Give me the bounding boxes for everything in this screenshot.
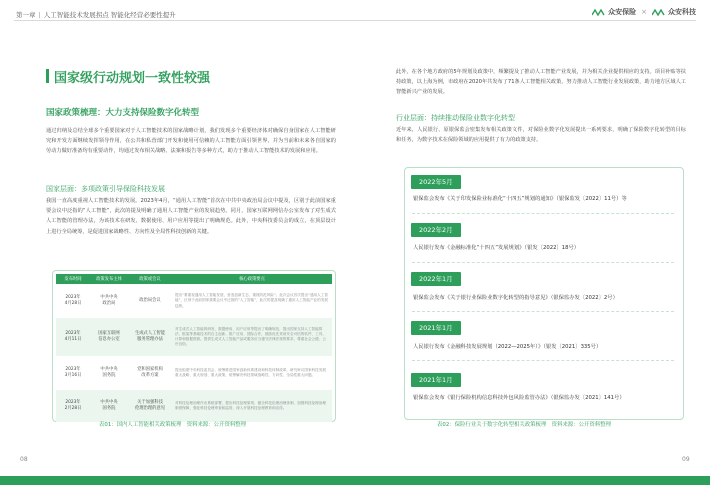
table-cell-date: 2023年 3月16日 (64, 367, 82, 378)
brand-logos (592, 7, 696, 17)
table-header-points: 核心政策要点 (172, 274, 332, 284)
table-header-date: 发布时间 (56, 274, 90, 284)
table-header-issuer: 政策发布主体 (90, 274, 128, 284)
table-cell-issuer: 中共中央 国务院 (90, 390, 128, 422)
intro-paragraph: 通过归纳及总结全球多个重要国家对于人工智能技术的国家战略计划，我们发现多个重要经济体对确保自身国家在人工智能研究和开发方面继续发挥领导作用，在公共和私营部门开发和使用可信赖的人工智能方面引领世界，并为当前和未来各自国家的劳动力做好准备均有重要动作，均通过发布相关战略、法案和报告等多种方式，助力于推动人工智能技术的发展和应用。 (46, 128, 336, 155)
table-cell-points: 对科技伦理治理作出系统部署，提出科技伦理原则，健全科技伦理治理体制，加强科技伦理治理制度保障，强化科技伦理审查和监管，深入开展科技伦理教育和宣传。 (172, 390, 332, 422)
page-title: 国家级行动规划一致性较强 (54, 71, 211, 86)
timeline-divider (412, 311, 674, 312)
footer-accent-bar (0, 476, 710, 485)
zhongan-tech-logo-icon (652, 9, 665, 16)
header-rule (14, 20, 696, 21)
table-cell-points: 提出组建中央科技委员会，统筹推进国家创新体系建设和科技体制改革，研究审议国家科技发展重大战略、重大规划、重大政策，统筹解决科技领域战略性、方向性、全局性重大问题。 (175, 367, 326, 377)
timeline-divider (412, 213, 674, 214)
table-cell-issuer: 国家互联网 信息办公室 (90, 318, 128, 356)
chapter-section: 人工智能技术发展拐点 智能化经营必要性提升 (43, 11, 176, 19)
table-cell-policy: 政治局会议 (139, 298, 161, 303)
header-separator: | (38, 11, 41, 19)
table-row (56, 284, 332, 318)
table-cell-date: 2023年 2月28日 (56, 390, 90, 422)
title-accent-bar (46, 69, 49, 83)
table-cell-policy: 关于加强科技 伦理治理的意见 (128, 390, 172, 422)
brand-left-name: 众安保险 (608, 8, 637, 16)
section-title: 国家政策梳理：大力支持保险数字化转型 (46, 108, 200, 118)
timeline-item-text: 人民银行发布《金融标准化“十四五”发展规划》（银发〔2022〕18号） (413, 245, 580, 251)
timeline-date-badge: 2021年1月 (411, 321, 461, 335)
timeline-date-badge: 2022年5月 (411, 175, 461, 189)
running-header (16, 10, 176, 19)
timeline-item-text: 银保监会发布《银行保险机构信息科技外包风险监管办法》（银保监办发〔2021〕141号） (413, 395, 625, 401)
timeline-date-badge: 2022年2月 (411, 223, 461, 237)
table-cell-points: 提出“要重视通用人工智能发展，营造创新生态，重视防范风险”。此次会议首次提出“通用人工智能”，区别于此前国家重要会议中泛指的“人工智能”，此次的提及明确了通用人工智能产业的发展趋势。 (175, 293, 328, 308)
timeline-divider (412, 262, 674, 263)
table-header-policy: 政策或会议 (128, 274, 172, 284)
chapter-label: 第一章 (16, 11, 36, 19)
table-cell-issuer: 中共中央 政治局 (100, 295, 118, 306)
page-number-right: 09 (682, 456, 690, 463)
timeline-item-text: 人民银行发布《金融科技发展规划（2022—2025年）》（银发〔2021〕335号） (413, 344, 602, 350)
table-row (56, 390, 332, 422)
table-cell-policy: 生成式人工智能 服务管理办法 (128, 318, 172, 356)
timeline-caption: 表02：保险行业关于数字化转型相关政策梳理 资料来源：公开资料整理 (437, 422, 611, 428)
timeline-date-badge: 2021年1月 (411, 373, 461, 387)
brand-right-name: 众安科技 (668, 8, 696, 16)
table-caption: 表01：国内人工智能相关政策梳理 资料来源：公开资料整理 (99, 422, 247, 428)
table-cell-policy: 党和国家机构 改革方案 (137, 367, 163, 378)
brand-times: × (641, 8, 647, 16)
timeline-item-text: 银保监会发布《关于银行业保险业数字化转型的指导意见》（银保监办发〔2022〕2号） (413, 295, 618, 301)
table-row (56, 318, 332, 356)
page-number-left: 08 (20, 456, 28, 463)
national-paragraph: 我国一直高度重视人工智能技术的发展。2023年4月，“通用人工智能”首次在中共中央政治局会议中提及，区别于此前国家重要会议中泛指的“人工智能”，此次的提及明确了通用人工智能产业的发展趋势。同月，国家互联网网信办公室发布了对生成式人工智能的管理办法，为该技术在研发、数据使用、用户应用等提出了明确规范。此外，中央科技委员会的成立，在顶层设计上进行全局统筹，是促进国家战略性、方向性及全局性科技创新的关键。 (46, 198, 336, 235)
timeline-item-text: 银保监会发布《关于印发保险业标准化“十四五”规划的通知》（银保监发〔2022〕11号）等 (413, 196, 627, 202)
table-cell-issuer: 中共中央 国务院 (100, 367, 118, 378)
industry-subtitle: 行业层面：持续推动保险业数字化转型 (396, 114, 515, 122)
timeline-divider (412, 360, 674, 361)
zhongan-logo-icon (592, 9, 605, 16)
table-header-row (56, 274, 332, 284)
table-cell-date: 2023年 4月11日 (56, 318, 90, 356)
table-row (56, 356, 332, 390)
table-cell-date: 2023年 4月28日 (64, 295, 82, 306)
policy-table (56, 274, 332, 422)
timeline-date-badge: 2022年1月 (411, 272, 461, 286)
local-policy-paragraph: 此外，在各个地方政府的5年规划及政策中，频繁提及了推动人工智能产业发展，并为相关企业提供相应的支持。项目补贴等扶持政策，以上海为例，市政府在2020年共发布了71条人工智能相关政策，努力推动人工智能行业发展政策，助力地方区域人工智能新兴产业的发展。 (396, 69, 686, 96)
industry-paragraph: 近年来，人民银行、原银保监会密集发布相关政策文件，对保险业数字化发展提出一系列要求，明确了保险数字化转型的目标和任务，为数字技术在保险领域的应用提供了有力的政策支持。 (396, 127, 686, 144)
national-subtitle: 国家层面：多项政策引导保险科技发展 (46, 185, 165, 193)
table-cell-points: 对生成式人工智能的研发、数据使用、用户应用等提出了明确规范，提出国家支持人工智能算法、框架等基础技术的自主创新、推广应用、国际合作，鼓励优先采用安全可信的软件、工具、计算和数据资源。提供生成式人工智能产品或服务应当遵守法律法规的要求，尊重社会公德、公序良俗。 (172, 318, 332, 356)
